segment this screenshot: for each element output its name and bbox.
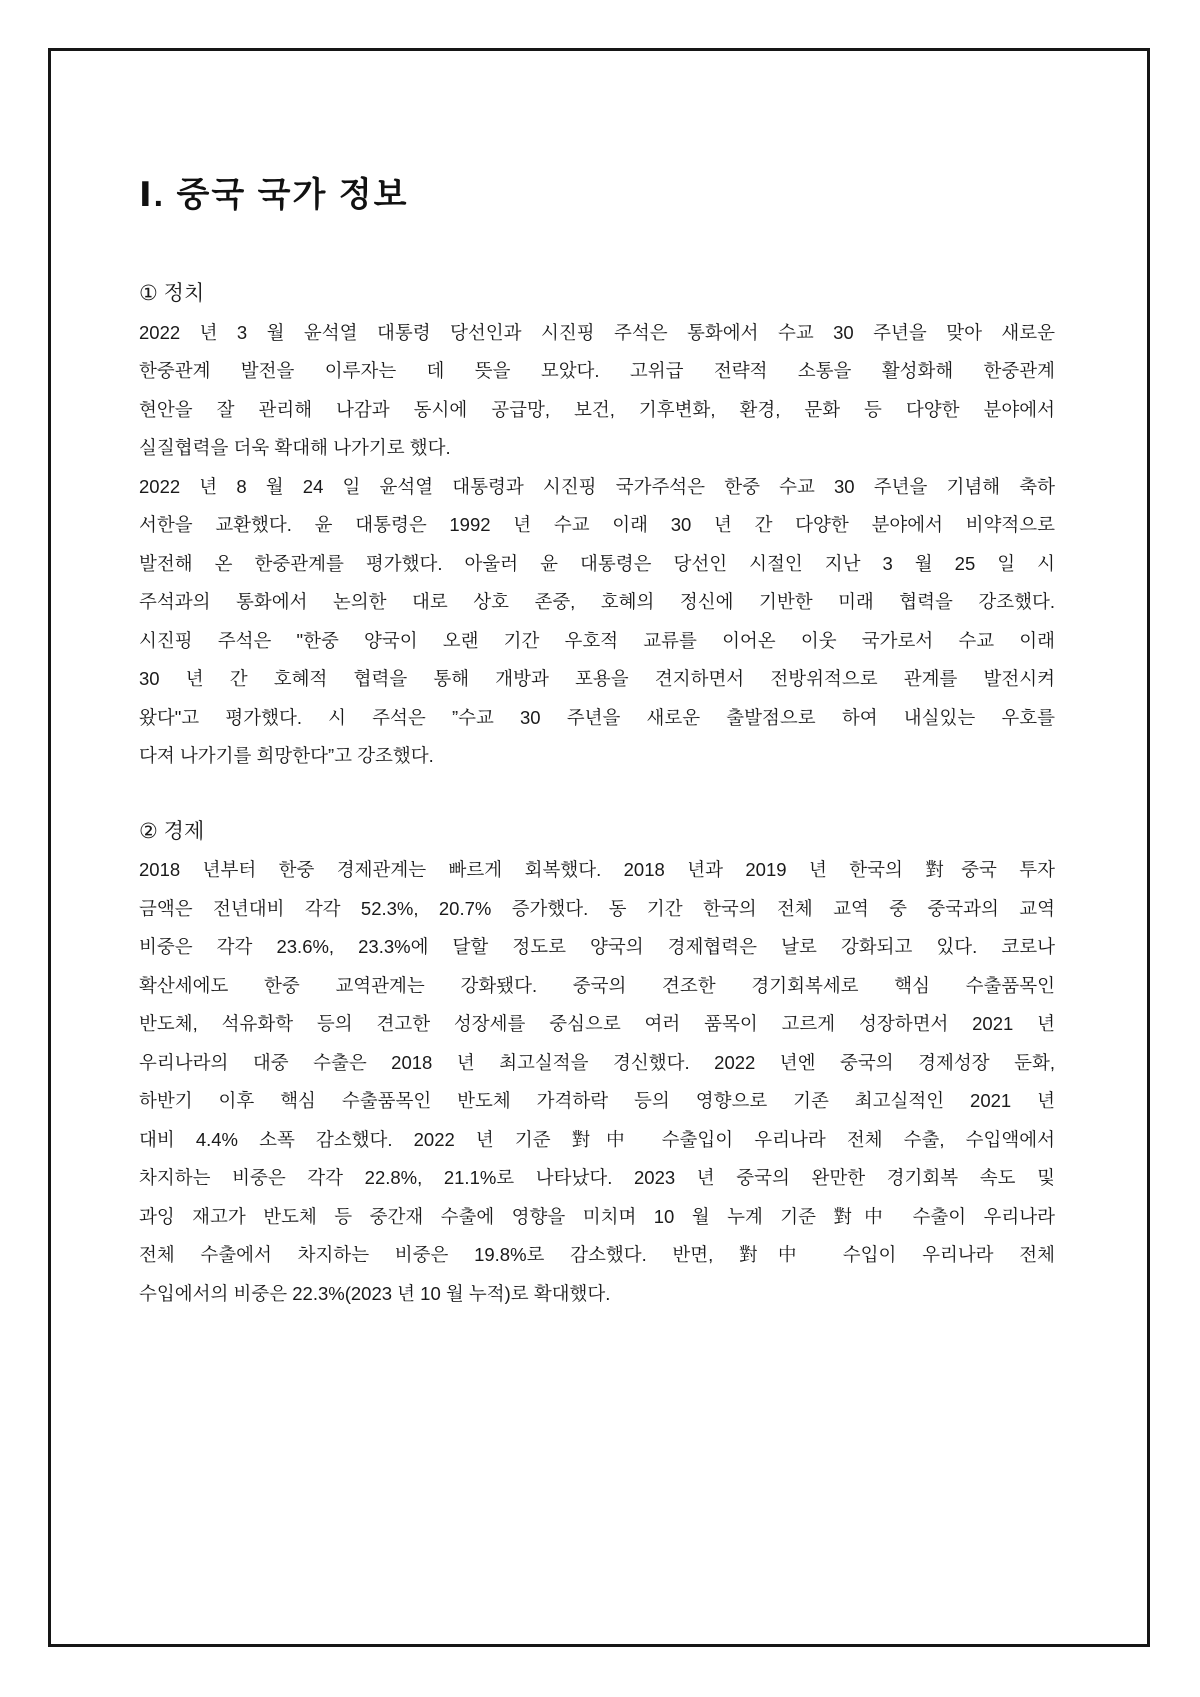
text-line: 현안을 잘 관리해 나감과 동시에 공급망, 보건, 기후변화, 환경, 문화 등 다양한 분야에서 [139, 398, 1055, 420]
section-politics-heading: ① 정치 [139, 282, 205, 305]
page-border-frame [48, 48, 1150, 1647]
text-line: 왔다"고 평가했다. 시 주석은 ”수교 30 주년을 새로운 출발점으로 하여 내실있는 우호를 [139, 706, 1055, 728]
page-content [51, 51, 1147, 1644]
section-economy [139, 813, 1055, 1314]
text-line: 시진핑 주석은 "한중 양국이 오랜 기간 우호적 교류를 이어온 이웃 국가로서 수교 이래 [139, 629, 1055, 651]
economy-paragraph-1 [139, 851, 1055, 1313]
text-line: 금액은 전년대비 각각 52.3%, 20.7% 증가했다. 동 기간 한국의 전체 교역 중 중국과의 교역 [139, 897, 1055, 919]
politics-paragraph-2 [139, 468, 1055, 776]
text-line: 전체 수출에서 차지하는 비중은 19.8%로 감소했다. 반면, 對中 수입이 우리나라 전체 [139, 1244, 1055, 1265]
text-line: 2022 년 8 월 24 일 윤석열 대통령과 시진핑 국가주석은 한중 수교 30 주년을 기념해 축하 [139, 475, 1055, 497]
text-line: 대비 4.4% 소폭 감소했다. 2022 년 기준 對中 수출입이 우리나라 전체 수출, 수입액에서 [139, 1128, 1055, 1150]
text-line: 우리나라의 대중 수출은 2018 년 최고실적을 경신했다. 2022 년엔 중국의 경제성장 둔화, [139, 1051, 1055, 1073]
text-line: 다져 나가기를 희망한다”고 강조했다. [139, 745, 434, 766]
text-line: 실질협력을 더욱 확대해 나가기로 했다. [139, 437, 451, 458]
text-line: 한중관계 발전을 이루자는 데 뜻을 모았다. 고위급 전략적 소통을 활성화해 한중관계 [139, 360, 1055, 381]
text-line: 하반기 이후 핵심 수출품목인 반도체 가격하락 등의 영향으로 기존 최고실적인 2021 년 [139, 1090, 1055, 1111]
text-line: 발전해 온 한중관계를 평가했다. 아울러 윤 대통령은 당선인 시절인 지난 3 월 25 일 시 [139, 552, 1055, 574]
text-line: 서한을 교환했다. 윤 대통령은 1992 년 수교 이래 30 년 간 다양한 분야에서 비약적으로 [139, 514, 1055, 535]
text-line: 수입에서의 비중은 22.3%(2023 년 10 월 누적)로 확대했다. [139, 1282, 611, 1304]
section-economy-heading: ② 경제 [139, 819, 205, 843]
text-line: 30 년 간 호혜적 협력을 통해 개방과 포용을 견지하면서 전방위적으로 관계를 발전시켜 [139, 668, 1055, 689]
section-politics [139, 275, 1055, 776]
politics-paragraph-1 [139, 314, 1055, 468]
text-line: 주석과의 통화에서 논의한 대로 상호 존중, 호혜의 정신에 기반한 미래 협력을 강조했다. [139, 591, 1055, 612]
text-line: 차지하는 비중은 각각 22.8%, 21.1%로 나타났다. 2023 년 중국의 완만한 경기회복 속도 및 [139, 1167, 1055, 1188]
text-line: 반도체, 석유화학 등의 견고한 성장세를 중심으로 여러 품목이 고르게 성장하면서 2021 년 [139, 1013, 1055, 1034]
text-line: 2022 년 3 월 윤석열 대통령 당선인과 시진핑 주석은 통화에서 수교 30 주년을 맞아 새로운 [139, 321, 1055, 343]
text-line: 확산세에도 한중 교역관계는 강화됐다. 중국의 견조한 경기회복세로 핵심 수출품목인 [139, 974, 1055, 996]
text-line: 비중은 각각 23.6%, 23.3%에 달할 정도로 양국의 경제협력은 날로 강화되고 있다. 코로나 [139, 936, 1055, 957]
page-title: Ⅰ. 중국 국가 정보 [139, 176, 409, 214]
text-line: 과잉 재고가 반도체 등 중간재 수출에 영향을 미치며 10 월 누계 기준 對中 수출이 우리나라 [139, 1205, 1055, 1227]
text-line: 2018 년부터 한중 경제관계는 빠르게 회복했다. 2018 년과 2019 년 한국의 對중국 투자 [139, 859, 1055, 880]
